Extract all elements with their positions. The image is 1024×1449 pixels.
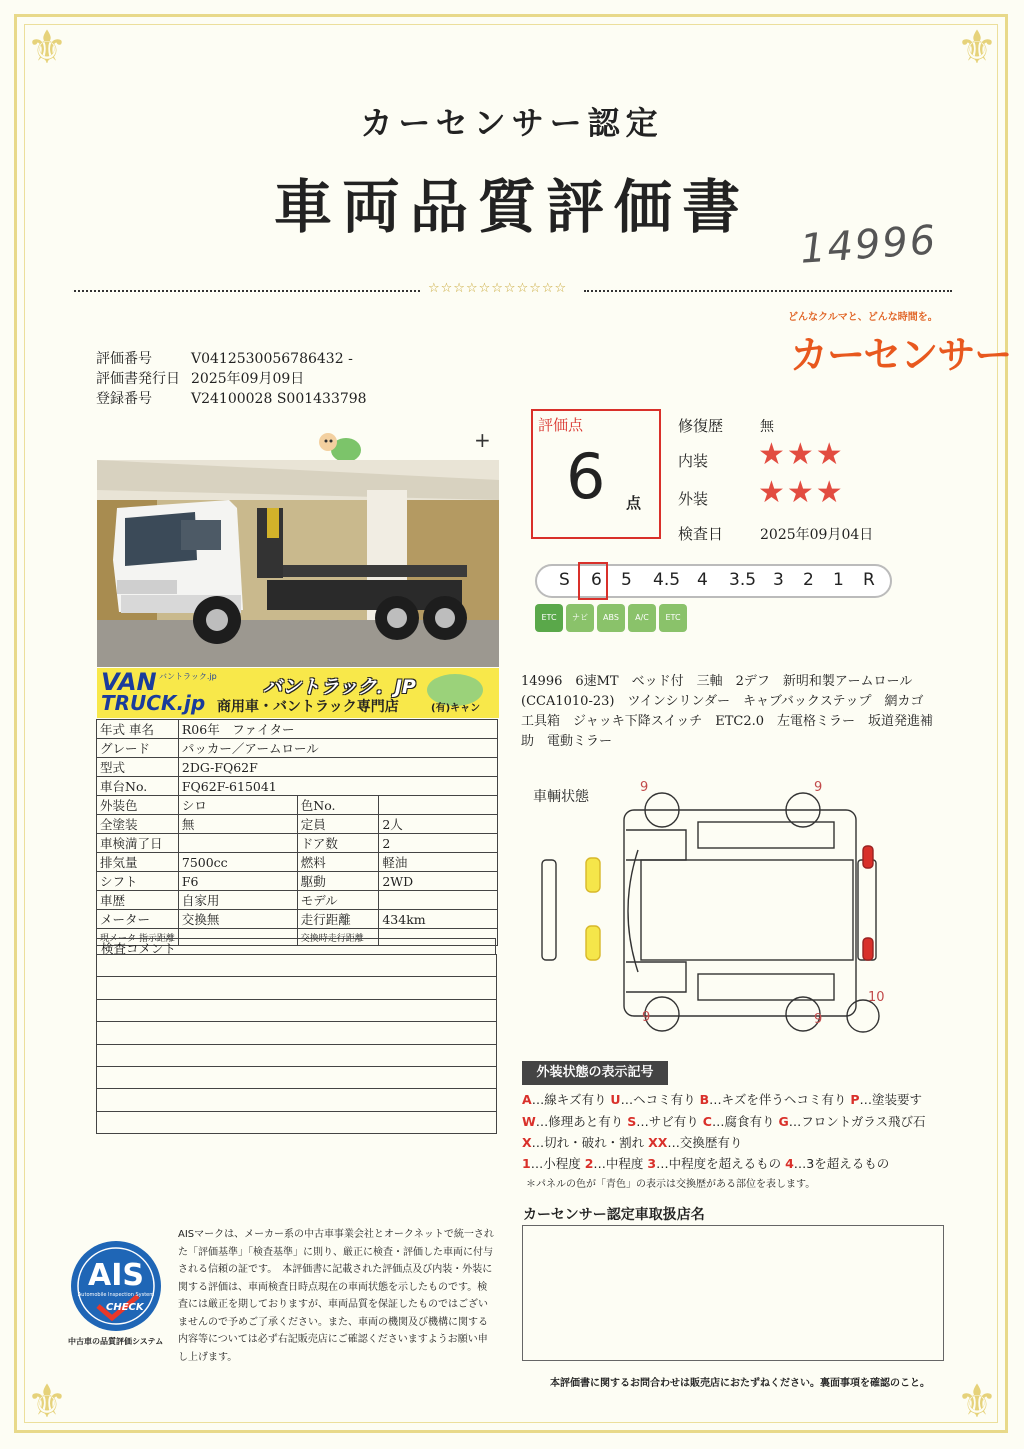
ais-logo-sub: Automobile Inspection System [77,1292,155,1298]
legend-code: 1 [522,1156,531,1171]
dealer-banner [97,668,499,718]
spec-value: 2人 [379,815,498,834]
dealer-box [522,1225,944,1361]
legend-code: 3 [647,1156,657,1171]
legend-note: ＊パネルの色が「青色」の表示は交換歴がある部位を表します。 [526,1179,816,1190]
grade-item: 6 [591,570,602,590]
legend-text: …切れ・破れ・割れ [531,1135,649,1150]
spec-value: 軽油 [379,853,498,872]
legend-code: U [610,1092,621,1107]
ais-logo-icon [68,1240,164,1334]
meta-value: V24100028 S001433798 [191,391,367,407]
spec-label: 色No. [297,796,379,815]
repair-label: 修復歴 [678,417,724,435]
damage-mark: 9 [642,1010,651,1025]
legend-code: C [702,1114,712,1129]
handwritten-number: 14996 [798,217,939,273]
spec-table [96,719,498,946]
spec-value: 2DG-FQ62F [178,758,497,777]
grade-item: 2 [803,570,814,590]
grade-item: 3.5 [729,570,757,590]
legend-code: B [699,1092,710,1107]
spec-value: パッカー／アームロール [178,739,497,758]
legend-header: 外装状態の表示記号 [522,1061,668,1085]
ac-icon: A/C [628,604,656,632]
meta-row [96,388,367,408]
meta-label: 登録番号 [96,391,152,407]
abs-icon: ABS [597,604,625,632]
legend-code: A [522,1092,532,1107]
spec-row [97,739,498,758]
spec-value: 434km [379,910,498,929]
inspection-label: 検査日 [678,525,724,543]
exterior-label: 外装 [678,490,709,508]
legend-text: …ヘコミ有り [620,1092,700,1107]
spec-value: 7500cc [178,853,297,872]
legend-text: …交換歴有り [667,1135,743,1150]
legend-text: …キズを伴うヘコミ有り [709,1092,851,1107]
spec-label: 排気量 [97,853,179,872]
legend-text: …中程度を超えるもの [656,1156,786,1171]
spec-value: 2 [379,834,498,853]
legend-code: 4 [785,1156,794,1171]
spec-value: シロ [178,796,297,815]
spec-row [97,853,498,872]
ais-text: AISマークは、メーカー系の中古車事業会社とオークネットで統一された「評価基準」「検査基準」に則り、厳正に検査・評価した車両に付与される信頼の証です。 本評価書に記載された評価点及び内装・外装に関する評価は、車両検査日時点現在の車両状態を示したものです。検査には厳正を期しておりますが、車両品質を保証したものではございませんので予めご了承ください。また、車両の機関及び機構に関する内容等については必ず右記販売店にご確認くださいますようお願い申し上げます。 [178,1229,494,1363]
legend-line [522,1154,889,1172]
spec-row [97,777,498,796]
repair-value: 無 [760,419,774,435]
ornament-icon: ⚜ [956,20,998,74]
spec-row [97,872,498,891]
spec-row [97,758,498,777]
legend-text: …塗装要す [859,1092,923,1107]
ais-logo-text: AIS [88,1258,144,1293]
navi-icon: ナビ [566,604,594,632]
banner-company: (有)キャン [431,703,481,714]
brand-logo: カーセンサー [790,333,1012,377]
spec-label: 車歴 [97,891,179,910]
score-value: 6 [566,440,606,513]
exterior-stars: ★★★ [758,475,845,510]
car-state-label: 車輌状態 [533,789,589,805]
legend-text: …サビ有り [636,1114,703,1129]
meta-label: 評価書発行日 [96,371,180,387]
grade-highlight [578,562,608,600]
spec-row [97,910,498,929]
damage-mark: 9 [640,780,649,795]
legend-code: 2 [584,1156,594,1171]
spec-label: メーター [97,910,179,929]
meta-value: 2025年09月09日 [191,371,305,387]
spec-value: 自家用 [178,891,297,910]
grade-item: R [863,570,875,590]
spec-label: 外装色 [97,796,179,815]
score-label: 評価点 [538,416,584,434]
spec-value: F6 [178,872,297,891]
spec-label: 車検満了日 [97,834,179,853]
spec-label: グレード [97,739,179,758]
spec-label: ドア数 [297,834,379,853]
legend-line [522,1090,922,1108]
legend-line [522,1133,742,1151]
meta-row [96,368,304,388]
damage-mark: 9 [814,1012,823,1027]
legend-text: …小程度 [530,1156,585,1171]
spec-value: 交換無 [178,910,297,929]
footer-note: 本評価書に関するお問合わせは販売店におたずねください。裏面事項を確認のこと。 [550,1378,930,1389]
spec-label: 駆動 [297,872,379,891]
meta-row [96,348,353,368]
legend-text: …フロントガラス飛び石 [788,1114,926,1129]
spec-label: 現メータ 指示距離 [97,929,179,946]
spec-label: モデル [297,891,379,910]
vehicle-description: 14996 6速MT ベッド付 三軸 2デフ 新明和製アームロール(CCA1010-23) ツインシリンダー キャブバックステップ 網カゴ 工具箱 ジャッキ下降スイッチ ETC2.0 左電格ミラー 坂道発進補助 電動ミラー [521,674,937,749]
damage-mark: 10 [868,990,885,1005]
dealer-label: カーセンサー認定車取扱店名 [523,1207,705,1223]
spec-label: 年式 車名 [97,720,179,739]
etc2-icon: ETC [659,604,687,632]
grade-item: 5 [621,570,632,590]
document-title: 車両品質評価書 [273,173,750,241]
spec-label: 燃料 [297,853,379,872]
legend-code: W [522,1114,536,1129]
equipment-icons [535,604,690,632]
grade-item: 4.5 [653,570,681,590]
spec-value: FQ62F-615041 [178,777,497,796]
legend-text: …中程度 [593,1156,648,1171]
legend-code: S [627,1114,637,1129]
grade-item: 1 [833,570,844,590]
legend-text: …線キズ有り [531,1092,611,1107]
spec-label: 車台No. [97,777,179,796]
banner-logo-small: バントラック.jp [159,672,217,681]
spec-row [97,815,498,834]
banner-subtitle: 商用車・バントラック専門店 [217,699,399,715]
legend-code: XX [648,1135,668,1150]
legend-line [522,1112,925,1130]
spec-row [97,796,498,815]
legend-code: X [522,1135,532,1150]
spec-value [379,891,498,910]
inspection-date: 2025年09月04日 [760,527,874,543]
spec-label: 全塗装 [97,815,179,834]
vehicle-photo [97,460,499,667]
spec-label: 走行距離 [297,910,379,929]
spec-label: 定員 [297,815,379,834]
legend-text: …修理あと有り [535,1114,628,1129]
spec-label: 型式 [97,758,179,777]
document-subtitle: カーセンサー認定 [360,104,664,142]
spec-value: R06年 ファイター [178,720,497,739]
ornament-icon: ⚜ [26,1374,68,1428]
spec-row [97,891,498,910]
spec-label: 交換時走行距離 [297,929,379,946]
grade-item: 3 [773,570,784,590]
spec-row [97,720,498,739]
spec-label: シフト [97,872,179,891]
crop-mark-icon: + [474,428,491,452]
car-diagram [538,780,898,1042]
spec-row [97,834,498,853]
comment-header: 検査コメント [96,938,496,954]
legend-text: …腐食有り [711,1114,779,1129]
meta-label: 評価番号 [96,351,152,367]
ais-check: CHECK [106,1302,144,1313]
meta-value: V0412530056786432 - [191,351,353,367]
etc-icon: ETC [535,604,563,632]
spec-value: 無 [178,815,297,834]
score-unit: 点 [626,494,642,512]
ornament-icon: ⚜ [26,20,68,74]
interior-stars: ★★★ [758,437,845,472]
spec-value [379,796,498,815]
ornament-icon: ⚜ [956,1374,998,1428]
grade-item: S [559,570,570,590]
spec-value [178,834,297,853]
grade-item: 4 [697,570,708,590]
ais-caption: 中古車の品質評価システム [68,1337,164,1346]
banner-logo: VAN [101,668,157,696]
legend-code: P [850,1092,860,1107]
brand-tagline: どんなクルマと、どんな時間を。 [788,312,938,323]
interior-label: 内装 [678,452,709,470]
divider [74,290,420,292]
banner-logo-domain: TRUCK.jp [101,691,206,715]
divider [584,290,952,292]
spec-value: 2WD [379,872,498,891]
star-divider: ☆☆☆☆☆☆☆☆☆☆☆ [428,281,568,296]
legend-code: G [778,1114,789,1129]
comment-grid [96,954,497,1134]
damage-mark: 9 [814,780,823,795]
banner-title: バントラック．JP [263,676,416,698]
legend-text: …3を超えるもの [793,1156,890,1171]
